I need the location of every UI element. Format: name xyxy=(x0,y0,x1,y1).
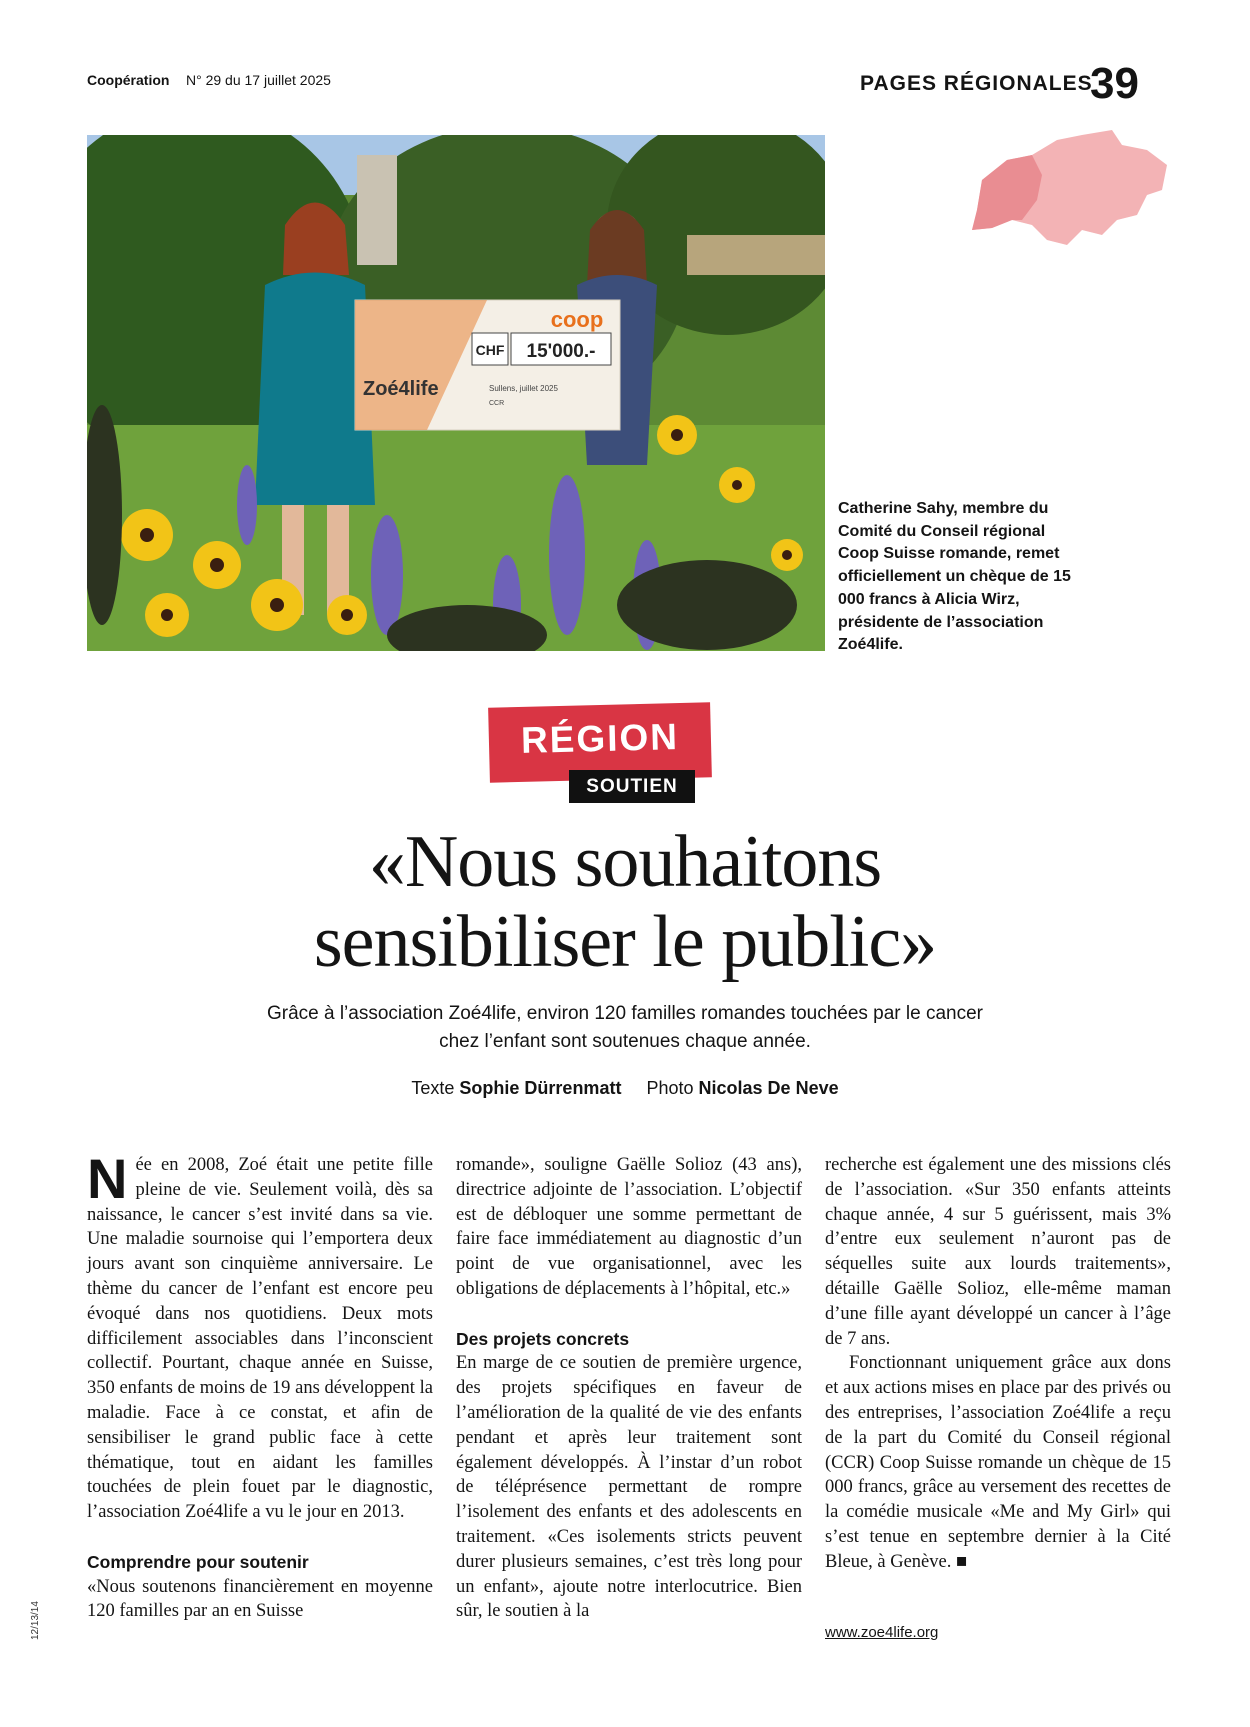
website-link[interactable]: www.zoe4life.org xyxy=(825,1624,939,1641)
article-paragraph-2: «Nous soutenons financièrement en moyenne 120 familles par an en Suisse xyxy=(87,1576,433,1622)
article-paragraph-1: Née en 2008, Zoé était une petite fille pleine de vie. Seulement voilà, dès sa naissance, le cancer s’est invité dans sa vie. Une maladie sournoise qui l’emportera deux jours avant son cinquième anniversaire. Le thème du cancer de l’enfant est encore peu évoqué dans nos quotidiens. Deux mots difficilement associables dans l’inconscient collectif. Pourtant, chaque année en Suisse, 350 enfants de moins de 19 ans développent la maladie. Face à ce constat, et afin de sensibiliser le grand public face à cette thématique, tout en aidant les familles touchées de plein fouet par le diagnostic, l’association Zoé4life a vu le jour en 2013. xyxy=(87,1147,433,1523)
section-label: PAGES RÉGIONALES xyxy=(860,72,1093,95)
article-paragraph-4: Fonctionnant uniquement grâce aux dons et aux actions mises en place par des privés ou des entreprises, l’association Zoé4life a reçu de la part du Comité du Conseil régional (CCR) Coop Suisse romande un chèque de 15 000 francs, grâce au versement des recettes de la comédie musicale «Me and My Girl» qui s’est tenue en septembre dernier à la Cité Bleue, à Genève. ■ xyxy=(825,1353,1171,1572)
cheque-brand: coop xyxy=(550,307,604,332)
subhead-comprendre: Comprendre pour soutenir xyxy=(87,1551,309,1572)
credit-text-label: Texte xyxy=(411,1078,455,1098)
article-column-1 xyxy=(87,1147,433,1624)
issue-date: N° 29 du 17 juillet 2025 xyxy=(186,72,331,88)
article-paragraph-3-cont: recherche est également une des missions clés de l’association. «Sur 350 enfants atteints chaque année, 4 sur 5 guérissent, mais 3% d’entre eux seulement n’auront pas de séquelles suite aux lourds traitements», détaille Gaëlle Solioz, elle-même maman d’une fille ayant développé un cancer à l’âge de 7 ans. xyxy=(825,1155,1171,1349)
cheque-recipient: Zoé4life xyxy=(363,378,439,400)
kicker-region: RÉGION xyxy=(520,716,680,761)
subhead-projets: Des projets concrets xyxy=(456,1328,630,1349)
credits xyxy=(300,1078,950,1099)
main-photo xyxy=(87,135,825,651)
credit-text-author: Sophie Dürrenmatt xyxy=(459,1078,622,1098)
article-column-2 xyxy=(456,1153,802,1624)
photo-illustration xyxy=(87,135,825,651)
kicker-soutien: SOUTIEN xyxy=(569,770,695,803)
publication-name: Coopération xyxy=(87,72,170,88)
cheque-signature: CCR xyxy=(489,400,505,407)
side-code: 12/13/14 xyxy=(30,1601,41,1640)
credit-photo-author: Nicolas De Neve xyxy=(698,1078,839,1098)
cheque-date: Sullens, juillet 2025 xyxy=(489,384,558,393)
headline: «Nous souhaitons sensibiliser le public» xyxy=(313,821,937,983)
article-paragraph-3: En marge de ce soutien de première urgence, des projets spécifiques en faveur de l’amélioration de la qualité de vie des enfants pendant et après leur traitement sont également développés. À l’instar d’un robot de téléprésence permettant de rompre l’isolement des enfants et des adolescents en traitement. «Ces isolements stricts peuvent durer plusieurs semaines, c’est très long pour un enfant», ajoute notre interlocutrice. Bien sûr, le soutien à la xyxy=(456,1353,802,1622)
standfirst: Grâce à l’association Zoé4life, environ 120 familles romandes touchées par le cancer chez l’enfant sont soutenues chaque année. xyxy=(266,1003,984,1052)
article-paragraph-2-cont: romande», souligne Gaëlle Solioz (43 ans), directrice adjointe de l’association. L’objectif est de débloquer une somme permettant de faire face immédiatement au diagnostic d’un point de vue organisationnel, avec les obligations de déplacements à l’hôpital, etc.» xyxy=(456,1155,802,1299)
switzerland-map xyxy=(962,120,1172,260)
drop-cap: N xyxy=(87,1147,128,1210)
photo-caption: Catherine Sahy, membre du Comité du Conseil régional Coop Suisse romande, remet officiellement un chèque de 15 000 francs à Alicia Wirz, présidente de l’association Zoé4life. xyxy=(838,500,1071,654)
article-column-3 xyxy=(825,1153,1171,1575)
credit-photo-label: Photo xyxy=(646,1078,694,1098)
cheque-amount: 15'000.- xyxy=(526,341,596,362)
page-number: 39 xyxy=(1090,59,1139,108)
cheque-currency: CHF xyxy=(475,342,505,358)
